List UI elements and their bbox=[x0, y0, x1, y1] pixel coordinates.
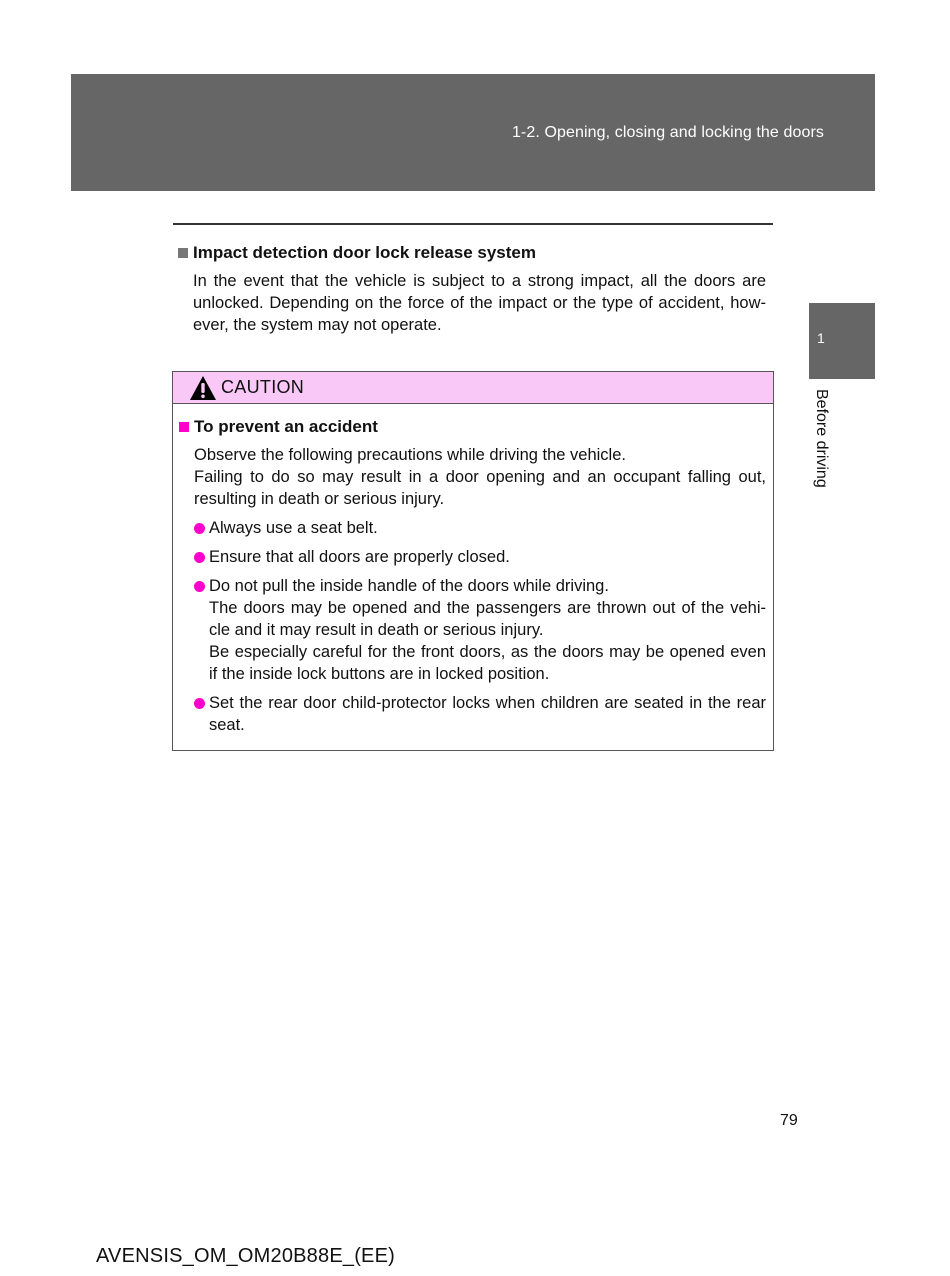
divider bbox=[173, 223, 773, 225]
section-heading bbox=[178, 242, 766, 264]
chapter-number: 1 bbox=[817, 330, 825, 346]
section-title: 1-2. Opening, closing and locking the doors bbox=[511, 124, 824, 141]
section-body: In the event that the vehicle is subject to a strong impact, all the doors are unlocked. Depending on the force of the impact or the type of accident, how-ever, the system may not operate. bbox=[193, 272, 766, 334]
bullet-text: Ensure that all doors are properly closed. bbox=[209, 548, 510, 566]
square-bullet-icon bbox=[178, 248, 188, 258]
document-code: AVENSIS_OM_OM20B88E_(EE) bbox=[96, 1245, 395, 1267]
list-item bbox=[194, 517, 766, 539]
list-item bbox=[194, 692, 766, 736]
section-heading-text: Impact detection door lock release system bbox=[193, 243, 536, 262]
precaution-list bbox=[194, 517, 766, 736]
list-item bbox=[194, 575, 766, 685]
bullet-text: Always use a seat belt. bbox=[209, 519, 378, 537]
caution-title: CAUTION bbox=[221, 377, 305, 397]
caution-header bbox=[173, 372, 773, 404]
bullet-text: Do not pull the inside handle of the doors while driving. bbox=[209, 577, 609, 595]
bullet-dot-icon bbox=[194, 523, 205, 534]
bullet-dot-icon bbox=[194, 698, 205, 709]
chapter-tab[interactable] bbox=[809, 303, 875, 379]
bullet-dot-icon bbox=[194, 581, 205, 592]
bullet-dot-icon bbox=[194, 552, 205, 563]
page-number: 79 bbox=[780, 1112, 798, 1129]
caution-heading bbox=[179, 416, 766, 438]
chapter-label: Before driving bbox=[813, 389, 830, 488]
bullet-text: Set the rear door child-protector locks when children are seated in the rear seat. bbox=[209, 694, 766, 734]
bullet-text: The doors may be opened and the passengers are thrown out of the vehi-cle and it may result in death or serious injury. bbox=[209, 599, 766, 639]
square-bullet-icon bbox=[179, 422, 189, 432]
header-band bbox=[71, 74, 875, 191]
caution-body bbox=[173, 404, 773, 736]
bullet-text: Be especially careful for the front doors, as the doors may be opened even if the inside lock buttons are in locked position. bbox=[209, 643, 766, 683]
impact-detection-section bbox=[178, 242, 766, 336]
caution-box bbox=[172, 371, 774, 751]
list-item bbox=[194, 546, 766, 568]
caution-heading-text: To prevent an accident bbox=[194, 417, 378, 436]
warning-triangle-icon bbox=[189, 375, 217, 401]
caution-intro bbox=[194, 444, 766, 510]
intro-line: Failing to do so may result in a door opening and an occupant falling out, resulting in death or serious injury. bbox=[194, 468, 766, 508]
intro-line: Observe the following precautions while driving the vehicle. bbox=[194, 446, 626, 464]
